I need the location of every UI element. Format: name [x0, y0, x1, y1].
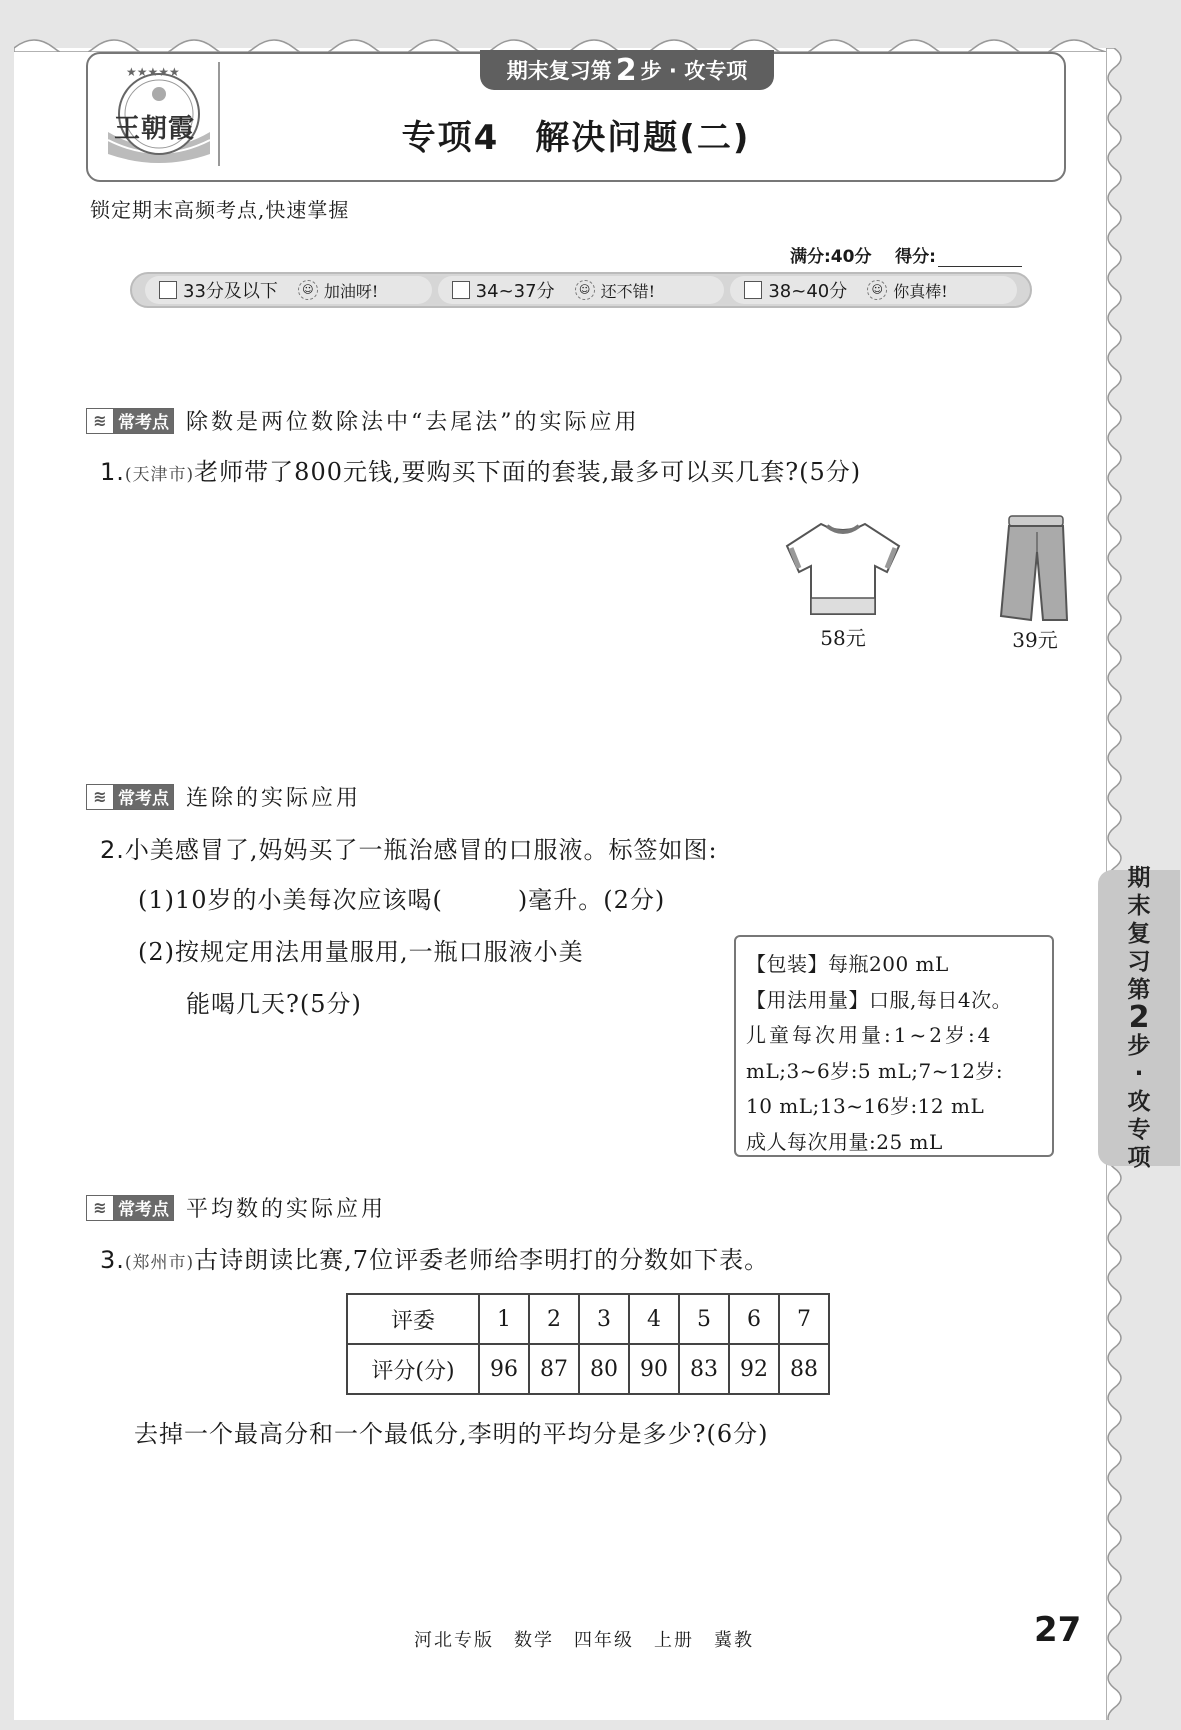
table-header-cell: 评分(分) — [347, 1344, 479, 1394]
table-header-cell: 评委 — [347, 1294, 479, 1344]
logo-text: 王朝霞 — [114, 114, 196, 144]
header-box — [86, 52, 1066, 182]
question-text: 古诗朗读比赛,7位评委老师给李明打的分数如下表。 — [194, 1246, 770, 1274]
full-score-label: 满分:40分 — [790, 247, 872, 267]
got-score-label: 得分: — [895, 247, 936, 267]
score-range: 38~40分 — [768, 281, 848, 302]
page-number: 27 — [1034, 1610, 1082, 1650]
score-segment — [145, 276, 432, 304]
banner-suffix: 步 · 攻专项 — [640, 59, 748, 83]
side-tab-char: 第 — [1127, 977, 1151, 1003]
step-banner — [480, 50, 774, 90]
label-line: 【包装】每瓶200 mL — [746, 952, 949, 976]
key-point-tag: ≋ 常考点 — [86, 408, 174, 434]
side-tab-char: 习 — [1127, 949, 1151, 975]
table-cell: 6 — [729, 1294, 779, 1344]
footer-edition: 河北专版 数学 四年级 上册 冀教 — [414, 1630, 754, 1651]
question-3 — [100, 1240, 769, 1275]
key-point-tag: ≋ 常考点 — [86, 784, 174, 810]
table-cell: 80 — [579, 1344, 629, 1394]
score-segment — [730, 276, 1017, 304]
smiley-icon: ☺ — [575, 280, 595, 300]
product-pants — [985, 512, 1085, 653]
page-title: 专项4 解决问题(二) — [401, 118, 751, 158]
side-tab-char: 专 — [1127, 1117, 1151, 1143]
table-cell: 3 — [579, 1294, 629, 1344]
question-number: 2. — [100, 836, 125, 864]
question-3-prompt: 去掉一个最高分和一个最低分,李明的平均分是多少?(6分) — [134, 1420, 769, 1448]
question-2-part-2: (2)按规定用法用量服用,一瓶口服液小美 — [138, 938, 584, 966]
question-number: 1. — [100, 458, 125, 486]
side-tab-char: 复 — [1127, 921, 1151, 947]
score-range: 34~37分 — [475, 281, 555, 302]
banner-prefix: 期末复习第 — [506, 59, 612, 83]
product-tshirt — [778, 518, 908, 651]
table-cell: 88 — [779, 1344, 829, 1394]
checkbox[interactable] — [159, 281, 177, 299]
score-segment — [438, 276, 725, 304]
side-tab-char: 项 — [1127, 1145, 1151, 1171]
wave-icon: ≋ — [87, 1196, 114, 1220]
wave-icon: ≋ — [87, 785, 114, 809]
key-point-tag: ≋ 常考点 — [86, 1195, 174, 1221]
table-row — [347, 1344, 829, 1394]
price-label: 58元 — [820, 626, 866, 650]
side-tab-char: · — [1134, 1061, 1144, 1087]
question-text: 小美感冒了,妈妈买了一瓶治感冒的口服液。标签如图: — [124, 836, 718, 864]
question-number: 3. — [100, 1246, 125, 1274]
section-heading — [86, 781, 361, 812]
svg-text:★★★★★: ★★★★★ — [126, 65, 180, 79]
smiley-icon: ☺ — [867, 280, 887, 300]
price-label: 39元 — [1012, 628, 1058, 652]
table-cell: 7 — [779, 1294, 829, 1344]
section-heading — [86, 1192, 386, 1223]
scores-table — [346, 1293, 830, 1395]
table-cell: 92 — [729, 1344, 779, 1394]
question-1 — [100, 452, 861, 487]
table-cell: 90 — [629, 1344, 679, 1394]
tshirt-icon — [781, 518, 905, 622]
section-title: 连除的实际应用 — [186, 786, 362, 811]
label-line: 10 mL;13~16岁:12 mL — [746, 1094, 985, 1118]
label-line: 儿童每次用量:1~2岁:4 — [746, 1023, 994, 1047]
question-text: 老师带了800元钱,要购买下面的套装,最多可以买几套?(5分) — [194, 458, 862, 486]
label-line: 【用法用量】口服,每日4次。 — [746, 987, 1013, 1012]
medicine-label-box — [734, 935, 1054, 1157]
question-2-part-1: (1)10岁的小美每次应该喝( )毫升。(2分) — [138, 886, 666, 914]
wavy-top-border — [14, 26, 1106, 52]
table-row — [347, 1294, 829, 1344]
question-source: (郑州市) — [124, 1253, 195, 1273]
question-2-part-2-cont: 能喝几天?(5分) — [186, 990, 362, 1018]
side-tab-char: 末 — [1127, 893, 1151, 919]
encourage-text: 还不错! — [600, 281, 655, 301]
side-tab — [1098, 865, 1180, 1171]
side-tab-char: 攻 — [1127, 1089, 1151, 1115]
score-blank-field[interactable] — [938, 266, 1022, 267]
encourage-text: 你真棒! — [893, 281, 948, 301]
table-cell: 5 — [679, 1294, 729, 1344]
side-tab-char: 步 — [1127, 1033, 1151, 1059]
question-source: (天津市) — [124, 465, 195, 485]
section-heading — [86, 405, 640, 436]
question-2 — [100, 830, 718, 865]
table-cell: 87 — [529, 1344, 579, 1394]
encourage-text: 加油呀! — [323, 281, 379, 301]
pants-icon — [997, 512, 1073, 624]
side-tab-char: 期 — [1127, 865, 1151, 891]
tagline: 锁定期末高频考点,快速掌握 — [90, 198, 350, 222]
checkbox[interactable] — [452, 281, 470, 299]
score-line — [790, 242, 1022, 267]
score-rating-bar — [130, 272, 1032, 308]
table-cell: 4 — [629, 1294, 679, 1344]
table-cell: 1 — [479, 1294, 529, 1344]
score-range: 33分及以下 — [183, 281, 278, 302]
side-tab-char: 2 — [1128, 1000, 1150, 1035]
table-cell: 2 — [529, 1294, 579, 1344]
label-line: mL;3~6岁:5 mL;7~12岁: — [746, 1058, 1004, 1083]
wave-icon: ≋ — [87, 409, 114, 433]
label-line: 成人每次用量:25 mL — [746, 1129, 943, 1154]
banner-step-number: 2 — [615, 52, 637, 88]
table-cell: 83 — [679, 1344, 729, 1394]
section-title: 平均数的实际应用 — [186, 1197, 387, 1222]
smiley-icon: ☺ — [298, 280, 318, 300]
section-title: 除数是两位数除法中“去尾法”的实际应用 — [186, 410, 640, 435]
table-cell: 96 — [479, 1344, 529, 1394]
checkbox[interactable] — [744, 281, 762, 299]
